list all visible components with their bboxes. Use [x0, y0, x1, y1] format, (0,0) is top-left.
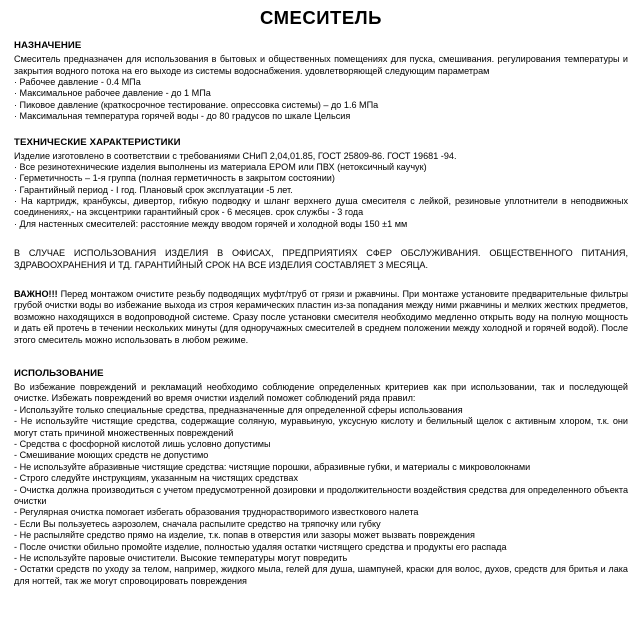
section-purpose — [14, 40, 628, 122]
list-item: · Гарантийный период - I год. Плановый срок эксплуатации -5 лет. — [14, 184, 293, 195]
list-item — [14, 473, 628, 484]
list-item — [14, 450, 628, 461]
divider-space — [14, 355, 628, 368]
list-item: · Рабочее давление - 0.4 МПа — [14, 76, 141, 87]
list-bullet: - — [14, 518, 20, 529]
section-purpose-intro: Смеситель предназначен для использования в бытовых и общественных помещениях для пуска, смешивания. регулирования температуры и закрытия водного потока на его выходе из системы водоснабжения. удовлетворяющей следующим параметрам — [14, 54, 628, 76]
section-heading-usage: ИСПОЛЬЗОВАНИЕ — [14, 368, 104, 380]
list-text: Не используйте абразивные чистящие средства: чистящие порошки, абразивные губки, и материалы с микроволокнами — [19, 461, 531, 472]
section-heading-specs: ТЕХНИЧЕСКИЕ ХАРАКТЕРИСТИКИ — [14, 136, 181, 148]
list-bullet: - — [14, 507, 20, 518]
important-text: Перед монтажом очистите резьбу подводящих муфт/труб от грязи и ржавчины. При монтаже установите предварительные фильтры грубой очистки воды во избежание выхода из строя керамических пластин из-за попадания между ними ржавчины и мелких жестких предметов, возможно находящихся в водопроводной системе. Сразу после установки смесителя необходимо медленно открыть воду на полную мощность и дать ей протечь в течении нескольких минуты (для одноручажных смесителей в среднем положении между холодной и горячей водой). После этого смеситель можно использовать в любом режиме. — [14, 288, 628, 345]
warranty-notice: В СЛУЧАЕ ИСПОЛЬЗОВАНИЯ ИЗДЕЛИЯ В ОФИСАХ, ПРЕДПРИЯТИЯХ СФЕР ОБСЛУЖИВАНИЯ. ОБЩЕСТВЕННОГО ПИТАНИЯ, ЗДРАВООХРАНЕНИЯ И ТД. ГАРАНТИЙНЫЙ СРОК НА ВСЕ ИЗДЕЛИЯ СОСТАВЛЯЕТ 3 МЕСЯЦА. — [14, 248, 628, 270]
important-notice — [14, 289, 628, 346]
section-specs-intro: Изделие изготовлено в соответствии с требованиями СНиП 2,04,01.85, ГОСТ 25809-86. ГОСТ 19681 -94. — [14, 150, 457, 161]
list-item — [14, 519, 628, 530]
list-item — [14, 507, 628, 518]
list-bullet: - — [14, 404, 20, 415]
list-item: · На картридж, кранбуксы, дивертор, гибкую подводку и шланг верхнего душа смесителя с лейкой, резиновые уплотнители в неподвижных соединениях,- на эксцентрики гарантийный срок - 6 месяцев. срок службы - 3 года — [14, 196, 628, 218]
list-bullet: - — [14, 530, 20, 541]
list-bullet: - — [14, 416, 21, 427]
divider-space — [14, 271, 628, 280]
list-bullet: - — [14, 541, 20, 552]
list-item: · Для настенных смесителей: расстояние между вводом горячей и холодной воды 150 ±1 мм — [14, 218, 408, 229]
list-item — [14, 405, 628, 416]
list-item — [14, 564, 628, 587]
page-title: СМЕСИТЕЛЬ — [260, 7, 382, 28]
list-item: · Максимальное рабочее давление - до 1 МПа — [14, 88, 211, 99]
list-text: Средства с фосфорной кислотой лишь условно допустимы — [19, 438, 271, 449]
list-bullet: - — [14, 473, 20, 484]
list-text: Не используйте паровые очистители. Высокие температуры могут повредить — [19, 552, 348, 563]
list-text: Строго следуйте инструкциям, указанным на чистящих средствах — [19, 473, 298, 484]
section-specs — [14, 137, 628, 231]
list-item — [14, 416, 628, 439]
list-bullet: - — [14, 484, 20, 495]
list-text: Не распыляйте средство прямо на изделие, т.к. попав в отверстия или зазоры может вызвать повреждения — [19, 530, 475, 541]
list-item: · Все резинотехнические изделия выполнены из материала EPOM или ПВХ (нетоксичный каучук) — [14, 161, 427, 172]
list-bullet: - — [14, 461, 20, 472]
list-text: Не используйте чистящие средства, содержащие соляную, муравьиную, уксусную кислоту и белильный щелок с активным хлором, т.к. они могут стать причиной множественных повреждений — [14, 416, 629, 438]
section-specs-list — [14, 162, 628, 230]
list-text: Используйте только специальные средства, предназначенные для определенной сферы использования — [19, 404, 463, 415]
list-bullet: - — [14, 552, 20, 563]
list-item — [14, 485, 628, 508]
list-text: Очистка должна производиться с учетом предусмотренной дозировки и продолжительности воздействия средства для определенного объекта очистки — [14, 484, 628, 506]
divider-space — [14, 239, 628, 248]
list-text: После очистки обильно промойте изделие, полностью удаляя остатки чистящего средства и продукты его распада — [19, 541, 507, 552]
list-bullet: - — [14, 438, 20, 449]
list-item — [14, 553, 628, 564]
important-label: ВАЖНО!!! — [14, 288, 58, 299]
list-item — [14, 439, 628, 450]
list-item: · Герметичность – 1-я группа (полная герметичность в закрытом состоянии) — [14, 173, 335, 184]
section-usage-intro: Во избежание повреждений и рекламаций необходимо соблюдение определенных критериев как при использовании, так и последующей очистке. Избежать повреждений во время очистки изделий поможет соблюдений ряда правил: — [14, 382, 628, 404]
list-item — [14, 542, 628, 553]
list-item: · Максимальная температура горячей воды - до 80 градусов по шкале Цельсия — [14, 111, 351, 122]
list-item: · Пиковое давление (краткосрочное тестирование. опрессовка системы) – до 1.6 МПа — [14, 99, 379, 110]
list-bullet: - — [14, 564, 20, 575]
list-text: Смешивание моющих средств не допустимо — [19, 450, 209, 461]
list-text: Регулярная очистка помогает избегать образования труднорастворимого известкового налета — [19, 507, 419, 518]
section-usage — [14, 368, 628, 587]
section-heading-purpose: НАЗНАЧЕНИЕ — [14, 40, 82, 52]
section-purpose-list — [14, 77, 628, 123]
list-text: Если Вы пользуетесь аэрозолем, сначала распылите средство на тряпочку или губку — [19, 518, 381, 529]
list-bullet: - — [14, 450, 20, 461]
list-text: Остатки средств по уходу за телом, например, жидкого мыла, гелей для душа, шампуней, краски для волос, духов, средств для бритья и лака для ногтей, так же могут спровоцировать повреждения — [14, 564, 628, 586]
list-item — [14, 462, 628, 473]
list-item — [14, 530, 628, 541]
section-usage-list — [14, 405, 628, 588]
